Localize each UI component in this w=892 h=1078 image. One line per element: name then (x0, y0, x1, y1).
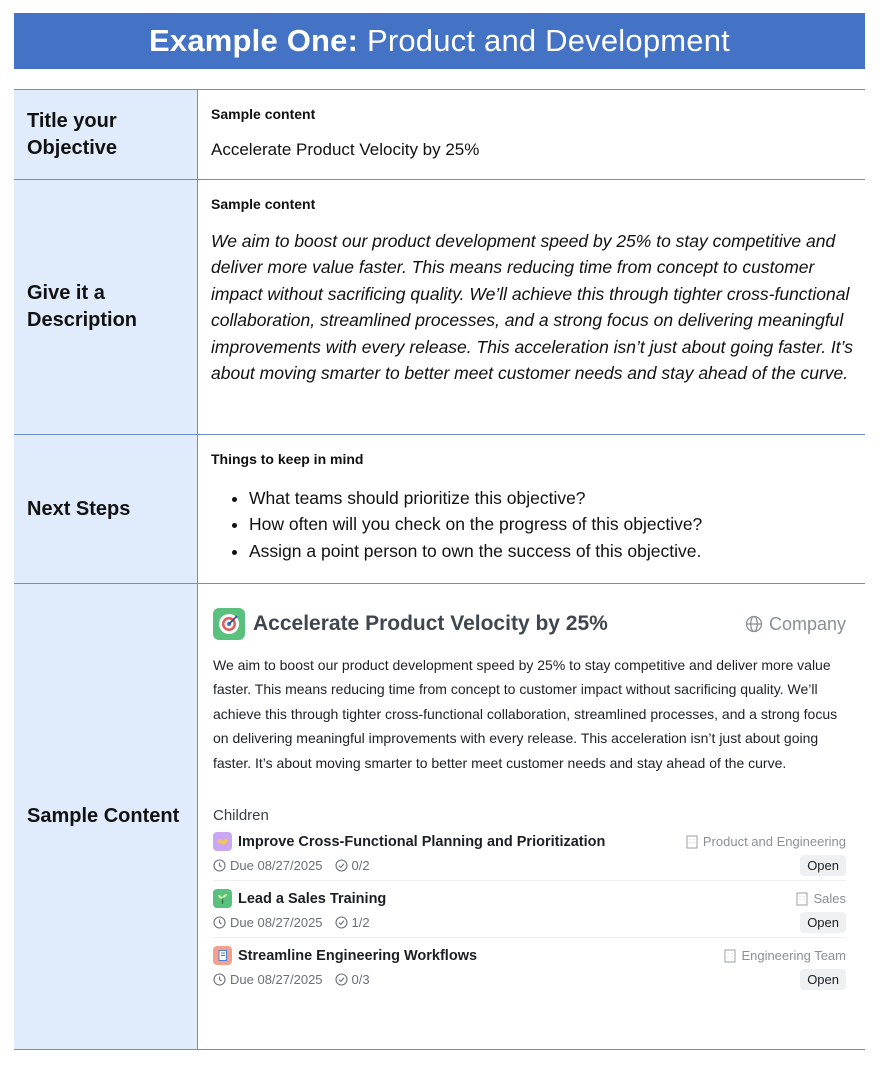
objective-title-value: Accelerate Product Velocity by 25% (211, 140, 480, 159)
check-circle-icon (335, 859, 348, 872)
description-small-head: Sample content (211, 196, 316, 212)
objective-table (14, 89, 865, 1050)
globe-icon (745, 615, 763, 633)
due-date: Due 08/27/2025 (230, 915, 323, 931)
status-badge[interactable]: Open (800, 969, 846, 990)
list-item[interactable] (213, 881, 846, 938)
header-title-rest: Product and Development (358, 23, 730, 58)
objective-card[interactable] (198, 584, 865, 994)
progress-count: 1/2 (351, 915, 370, 931)
progress-count: 0/3 (351, 972, 370, 988)
target-icon (213, 608, 245, 640)
team-label (686, 834, 846, 849)
list-item: • How often will you check on the progress of this objective? (249, 511, 853, 537)
list-item[interactable] (213, 824, 846, 881)
notebook-icon (213, 946, 232, 965)
team-text: Sales (813, 891, 846, 907)
check-circle-icon (335, 916, 348, 929)
building-icon (724, 949, 736, 963)
seedling-icon (213, 889, 232, 908)
card-title[interactable]: Accelerate Product Velocity by 25% (253, 612, 608, 635)
clock-icon (213, 859, 226, 872)
due-date: Due 08/27/2025 (230, 858, 323, 874)
list-item: • What teams should prioritize this objective? (249, 485, 853, 511)
team-text: Product and Engineering (702, 834, 846, 850)
due-date: Due 08/27/2025 (230, 972, 323, 988)
row-content-description (198, 180, 866, 435)
row-label-title: Title your Objective (14, 90, 198, 180)
description-text: We aim to boost our product development speed by 25% to stay competitive and deliver more value faster. This means reducing time from concept to customer impact without sacrificing quality. We’ll achieve this through tighter cross-functional collaboration, streamlined processes, and a strong focus on delivering meaningful improvements with every release. This acceleration isn’t just about going faster. It’s about moving smarter to better meet customer needs and stay ahead of the curve. (211, 231, 853, 384)
check-circle-icon (335, 973, 348, 986)
header-title-bold: Example One: (149, 23, 359, 58)
child-name[interactable]: Streamline Engineering Workflows (238, 947, 478, 964)
row-label-description: Give it a Description (14, 180, 198, 435)
children-label: Children (213, 807, 269, 825)
progress-count: 0/2 (351, 858, 370, 874)
status-badge[interactable]: Open (800, 855, 846, 876)
child-name[interactable]: Lead a Sales Training (238, 890, 387, 907)
next-steps-small-head: Things to keep in mind (211, 451, 364, 467)
next-steps-list (211, 485, 853, 564)
card-description: We aim to boost our product development speed by 25% to stay competitive and deliver more value faster. This means reducing time from concept to customer impact without sacrificing quality. We’ll achieve this through tighter cross-functional collaboration, streamlined processes, and a strong focus on delivering meaningful improvements with every release. This acceleration isn’t just about going faster. It’s about moving smarter to better meet customer needs and stay ahead of the curve. (213, 657, 838, 771)
handshake-icon (213, 832, 232, 851)
row-content-next-steps (198, 435, 866, 584)
child-name[interactable]: Improve Cross-Functional Planning and Prioritization (238, 833, 606, 850)
row-label-next-steps: Next Steps (14, 435, 198, 584)
clock-icon (213, 973, 226, 986)
clock-icon (213, 916, 226, 929)
status-badge[interactable]: Open (800, 912, 846, 933)
row-content-sample (198, 584, 866, 1050)
row-label-sample: Sample Content (14, 584, 198, 1050)
team-label (796, 891, 846, 906)
list-item: • Assign a point person to own the success of this objective. (249, 538, 853, 564)
building-icon (686, 835, 698, 849)
title-small-head: Sample content (211, 106, 316, 122)
building-icon (796, 892, 808, 906)
team-label (724, 948, 846, 963)
scope-label (745, 614, 846, 635)
row-content-title (198, 90, 866, 180)
page-header (14, 13, 865, 69)
team-text: Engineering Team (741, 948, 846, 964)
scope-text: Company (768, 613, 846, 634)
list-item[interactable] (213, 938, 846, 994)
